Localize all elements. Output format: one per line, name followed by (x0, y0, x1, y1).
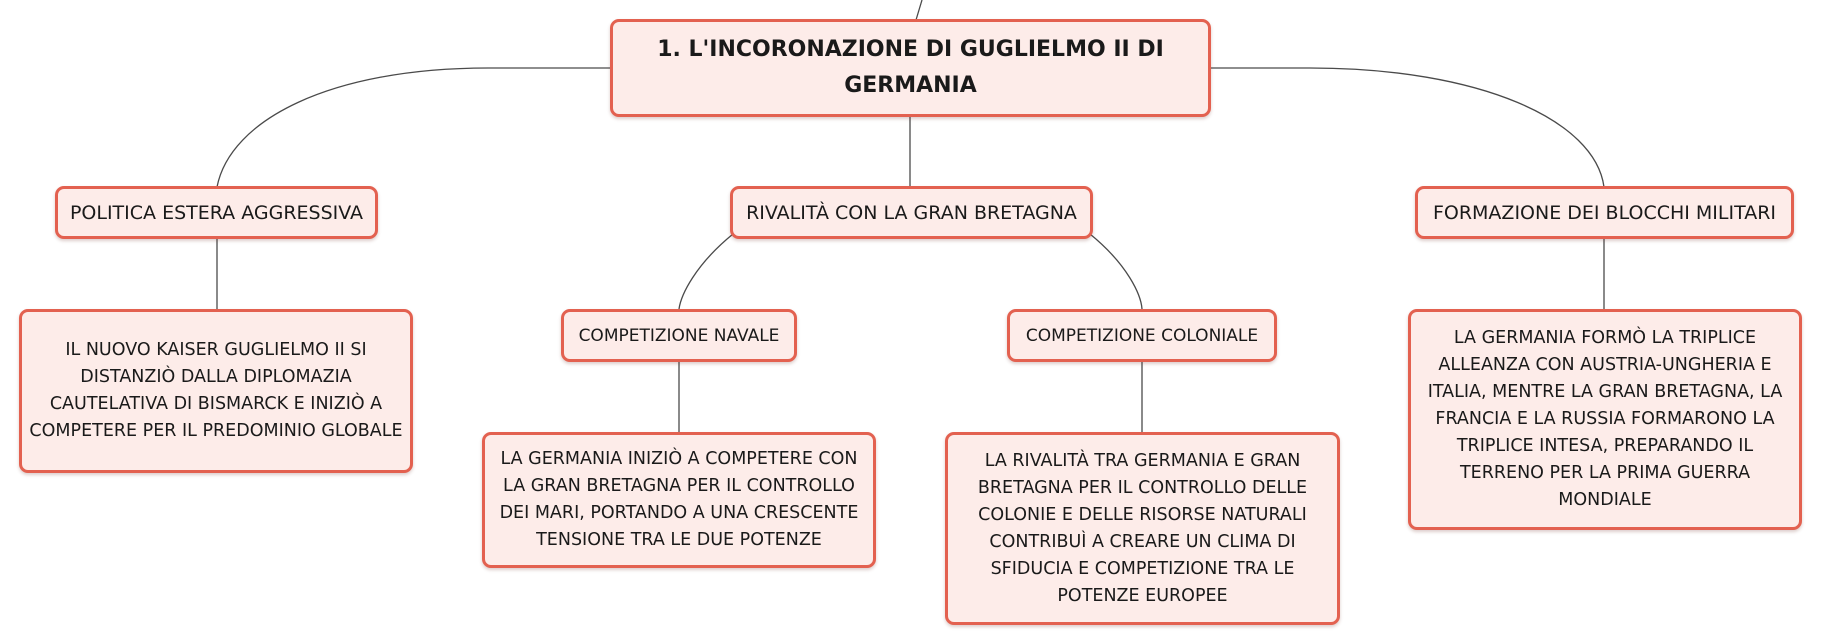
subtopic-node-navale[interactable] (561, 309, 797, 362)
subtopic-label-navale: COMPETIZIONE NAVALE (578, 325, 780, 346)
detail-text-navale: LA GERMANIA INIZIÒ A COMPETERE CON LA GRAN BRETAGNA PER IL CONTROLLO DEI MARI, PORTANDO A UNA CRESCENTE TENSIONE TRA LE DUE POTENZE (499, 449, 859, 550)
root-node[interactable] (610, 19, 1211, 117)
detail-text-blocchi-militari: LA GERMANIA FORMÒ LA TRIPLICE ALLEANZA CON AUSTRIA-UNGHERIA E ITALIA, MENTRE LA GRAN BRETAGNA, LA FRANCIA E LA RUSSIA FORMARONO LA TRIPLICE INTESA, PREPARANDO IL TERRENO PER LA PRIMA GUERRA MONDIALE (1427, 328, 1783, 510)
detail-node-blocchi-militari[interactable] (1408, 309, 1802, 530)
detail-node-navale[interactable] (482, 432, 876, 568)
connector-parent-to-root (916, 0, 922, 20)
detail-node-coloniale[interactable] (945, 432, 1340, 625)
detail-text-politica-estera: IL NUOVO KAISER GUGLIELMO II SI DISTANZIÒ DALLA DIPLOMAZIA CAUTELATIVA DI BISMARCK E INIZIÒ A COMPETERE PER IL PREDOMINIO GLOBALE (29, 340, 403, 441)
subtopic-node-coloniale[interactable] (1007, 309, 1277, 362)
connector-root-to-blocchi (1211, 68, 1604, 187)
topic-label-politica-estera: POLITICA ESTERA AGGRESSIVA (69, 201, 364, 224)
subtopic-label-coloniale: COMPETIZIONE COLONIALE (1025, 325, 1259, 346)
connector-rivalita-to-navale (679, 234, 733, 309)
detail-node-politica-estera[interactable] (19, 309, 413, 473)
connector-rivalita-to-coloniale (1090, 234, 1142, 309)
root-title: 1. L'INCORONAZIONE DI GUGLIELMO II DI GERMANIA (657, 37, 1164, 98)
topic-label-rivalita: RIVALITÀ CON LA GRAN BRETAGNA (746, 201, 1077, 224)
topic-node-blocchi-militari[interactable] (1415, 186, 1794, 239)
topic-node-politica-estera[interactable] (55, 186, 378, 239)
connector-root-to-politica (217, 68, 610, 187)
topic-node-rivalita[interactable] (730, 186, 1093, 239)
topic-label-blocchi-militari: FORMAZIONE DEI BLOCCHI MILITARI (1432, 201, 1777, 224)
detail-text-coloniale: LA RIVALITÀ TRA GERMANIA E GRAN BRETAGNA PER IL CONTROLLO DELLE COLONIE E DELLE RISORSE NATURALI CONTRIBUÌ A CREARE UN CLIMA DI SFIDUCIA E COMPETIZIONE TRA LE POTENZE EUROPEE (977, 450, 1308, 606)
